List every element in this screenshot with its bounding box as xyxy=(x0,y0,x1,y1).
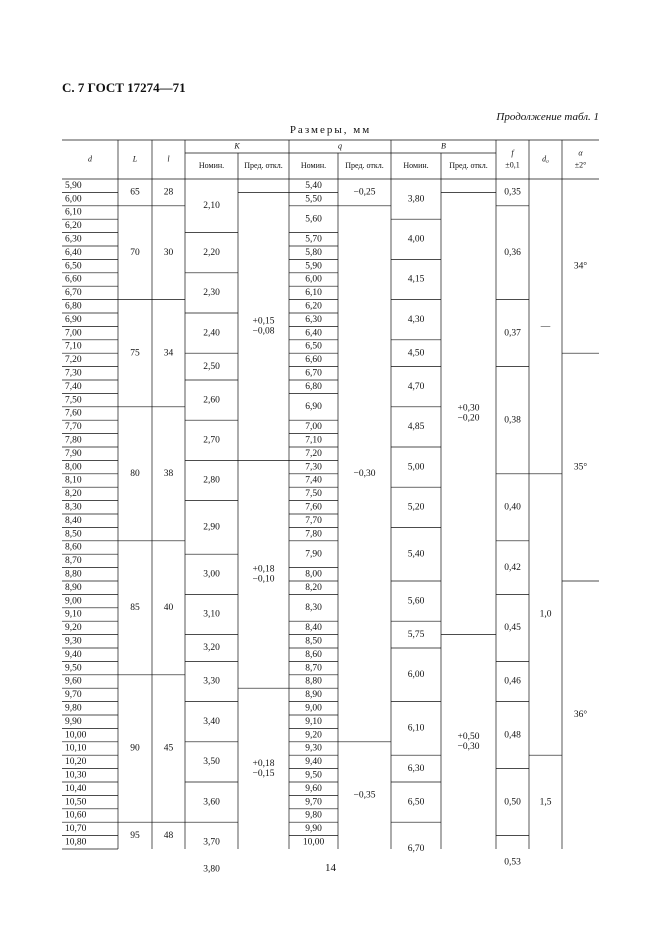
q-nominal: 9,30 xyxy=(305,743,322,754)
K-nominal: 3,60 xyxy=(203,797,220,808)
header-q: q xyxy=(338,141,342,151)
K-tolerance-lower: −0,10 xyxy=(252,574,275,585)
K-nominal: 3,50 xyxy=(203,757,220,768)
d0-value: 1,0 xyxy=(539,609,552,620)
K-nominal: 2,60 xyxy=(203,395,220,406)
page-number: 14 xyxy=(325,862,336,874)
d-value: 8,60 xyxy=(65,542,82,553)
B-nominal: 5,20 xyxy=(407,502,425,513)
d-value: 8,80 xyxy=(65,569,82,580)
K-tolerance-lower: −0,08 xyxy=(252,326,275,337)
q-nominal: 6,60 xyxy=(305,355,322,366)
d-value: 8,70 xyxy=(65,556,82,567)
K-nominal: 3,10 xyxy=(203,609,220,620)
d-value: 10,60 xyxy=(65,810,87,821)
d-value: 7,00 xyxy=(65,328,82,339)
d-value: 7,40 xyxy=(65,381,82,392)
B-tolerance-upper: +0,30 xyxy=(457,403,480,414)
d-value: 10,80 xyxy=(65,837,87,848)
f-value: 0,45 xyxy=(504,623,521,634)
q-nominal: 9,50 xyxy=(305,770,322,781)
header-B: B xyxy=(441,141,446,151)
l-value: 48 xyxy=(163,830,174,841)
K-nominal: 3,70 xyxy=(203,837,220,848)
header-q-nomin: Номин. xyxy=(300,160,327,170)
q-nominal: 7,70 xyxy=(305,515,322,526)
K-nominal: 2,50 xyxy=(203,361,220,372)
K-nominal: 3,20 xyxy=(203,643,220,654)
d-value: 6,70 xyxy=(65,288,82,299)
B-nominal: 4,15 xyxy=(407,274,425,285)
B-nominal: 6,50 xyxy=(407,797,425,808)
q-tolerance: −0,30 xyxy=(353,468,376,479)
K-nominal: 2,40 xyxy=(203,328,220,339)
q-nominal: 8,30 xyxy=(305,602,322,613)
d-value: 7,30 xyxy=(65,368,82,379)
B-nominal: 5,00 xyxy=(407,462,425,473)
d-value: 9,00 xyxy=(65,596,82,607)
B-nominal: 4,70 xyxy=(407,381,425,392)
d-value: 6,90 xyxy=(65,314,82,325)
B-tolerance-upper: +0,50 xyxy=(457,731,480,742)
q-nominal: 7,30 xyxy=(305,462,322,473)
l-value: 30 xyxy=(163,247,174,258)
q-nominal: 8,80 xyxy=(305,676,322,687)
alpha-value: 34° xyxy=(573,261,588,272)
q-nominal: 10,00 xyxy=(302,837,325,848)
d-value: 10,00 xyxy=(65,730,87,741)
K-nominal: 3,30 xyxy=(203,676,220,687)
L-value: 70 xyxy=(130,247,140,258)
q-nominal: 7,20 xyxy=(305,448,322,459)
q-nominal: 6,30 xyxy=(305,314,322,325)
header-L: L xyxy=(132,154,138,164)
d-value: 8,90 xyxy=(65,582,82,593)
d-value: 9,30 xyxy=(65,636,82,647)
d-value: 8,10 xyxy=(65,475,82,486)
d-value: 10,50 xyxy=(65,797,87,808)
d-value: 6,30 xyxy=(65,234,82,245)
B-nominal: 4,50 xyxy=(407,348,425,359)
alpha-value: 36° xyxy=(573,710,588,721)
d-value: 6,50 xyxy=(65,261,82,272)
header-B-nomin: Номин. xyxy=(403,160,429,170)
header-q-tolerance: Пред. откл. xyxy=(345,160,384,170)
l-value: 34 xyxy=(163,348,174,359)
L-value: 75 xyxy=(130,348,140,359)
l-value: 40 xyxy=(163,602,174,613)
B-nominal: 3,80 xyxy=(407,194,425,205)
K-nominal: 2,20 xyxy=(203,247,220,258)
q-nominal: 9,10 xyxy=(305,716,322,727)
q-tolerance: −0,25 xyxy=(353,187,376,198)
L-value: 65 xyxy=(130,187,140,198)
q-nominal: 5,50 xyxy=(305,194,322,205)
q-nominal: 7,90 xyxy=(305,549,322,560)
f-value: 0,36 xyxy=(504,247,521,258)
B-nominal: 4,85 xyxy=(407,422,425,433)
B-nominal: 4,30 xyxy=(407,314,425,325)
K-nominal: 3,80 xyxy=(203,864,220,875)
f-value: 0,42 xyxy=(504,562,521,573)
q-nominal: 8,40 xyxy=(305,623,322,634)
L-value: 95 xyxy=(130,830,140,841)
q-nominal: 7,40 xyxy=(305,475,322,486)
header-d: d xyxy=(88,154,92,164)
B-tolerance-lower: −0,20 xyxy=(457,413,480,424)
q-nominal: 7,80 xyxy=(305,529,322,540)
d-value: 9,40 xyxy=(65,649,82,660)
B-nominal: 6,30 xyxy=(407,763,425,774)
d-value: 6,40 xyxy=(65,247,82,258)
f-value: 0,35 xyxy=(504,187,521,198)
header-alpha: α xyxy=(578,148,583,158)
d-value: 6,80 xyxy=(65,301,82,312)
q-nominal: 9,00 xyxy=(305,703,322,714)
q-nominal: 5,70 xyxy=(305,234,322,245)
d0-value: 1,5 xyxy=(539,797,552,808)
q-nominal: 9,20 xyxy=(305,730,322,741)
q-nominal: 9,70 xyxy=(305,797,322,808)
B-nominal: 5,60 xyxy=(407,596,425,607)
K-nominal: 2,70 xyxy=(203,435,220,446)
d-value: 7,70 xyxy=(65,422,82,433)
alpha-value: 35° xyxy=(573,462,588,473)
d-value: 9,80 xyxy=(65,703,82,714)
header-alpha-tolerance: ±2° xyxy=(574,160,587,170)
q-nominal: 9,40 xyxy=(305,757,322,768)
sizes-caption: Размеры, мм xyxy=(289,124,372,136)
q-nominal: 6,40 xyxy=(305,328,322,339)
K-tolerance-upper: +0,15 xyxy=(252,316,275,327)
l-value: 38 xyxy=(163,468,174,479)
header-d0: d₀ xyxy=(542,154,549,164)
q-nominal: 7,60 xyxy=(305,502,322,513)
d-value: 7,50 xyxy=(65,395,82,406)
K-nominal: 3,40 xyxy=(203,716,220,727)
K-nominal: 2,10 xyxy=(203,200,220,211)
d-value: 8,40 xyxy=(65,515,82,526)
K-nominal: 2,80 xyxy=(203,475,220,486)
K-nominal: 2,90 xyxy=(203,522,220,533)
d-value: 6,60 xyxy=(65,274,82,285)
d-value: 7,90 xyxy=(65,448,82,459)
d-value: 9,90 xyxy=(65,716,82,727)
K-nominal: 2,30 xyxy=(203,288,220,299)
f-value: 0,37 xyxy=(504,328,521,339)
f-value: 0,40 xyxy=(504,502,521,513)
d-value: 9,20 xyxy=(65,623,82,634)
K-nominal: 3,00 xyxy=(203,569,220,580)
d-value: 9,60 xyxy=(65,676,82,687)
page-title: С. 7 ГОСТ 17274—71 xyxy=(62,80,186,95)
q-nominal: 6,50 xyxy=(305,341,322,352)
B-tolerance-lower: −0,30 xyxy=(457,741,480,752)
B-nominal: 4,00 xyxy=(407,234,425,245)
B-nominal: 6,70 xyxy=(407,844,425,855)
f-value: 0,48 xyxy=(504,730,521,741)
d-value: 10,30 xyxy=(65,770,87,781)
B-nominal: 6,00 xyxy=(407,669,425,680)
q-nominal: 9,60 xyxy=(305,783,322,794)
d-value: 9,10 xyxy=(65,609,82,620)
q-tolerance: −0,35 xyxy=(353,790,376,801)
header-K-nomin: Номин. xyxy=(198,160,225,170)
d-value: 6,20 xyxy=(65,221,82,232)
d-value: 5,90 xyxy=(65,180,82,191)
q-nominal: 7,00 xyxy=(305,422,322,433)
q-nominal: 7,10 xyxy=(305,435,322,446)
f-value: 0,46 xyxy=(504,676,521,687)
d-value: 7,10 xyxy=(65,341,82,352)
d0-value: — xyxy=(540,321,551,332)
B-nominal: 5,40 xyxy=(407,549,425,560)
header-f-tolerance: ±0,1 xyxy=(505,160,520,170)
d-value: 7,20 xyxy=(65,355,82,366)
f-value: 0,50 xyxy=(504,797,521,808)
L-value: 80 xyxy=(130,468,140,479)
L-value: 90 xyxy=(130,743,140,754)
header-K-tolerance: Пред. откл. xyxy=(244,160,283,170)
header-f: f xyxy=(511,148,514,158)
q-nominal: 8,90 xyxy=(305,690,322,701)
d-value: 8,50 xyxy=(65,529,82,540)
q-nominal: 6,80 xyxy=(305,381,322,392)
q-nominal: 6,00 xyxy=(305,274,322,285)
d-value: 6,00 xyxy=(65,194,82,205)
B-nominal: 5,75 xyxy=(407,629,425,640)
f-value: 0,38 xyxy=(504,415,521,426)
q-nominal: 6,70 xyxy=(305,368,322,379)
q-nominal: 6,10 xyxy=(305,288,322,299)
q-nominal: 5,40 xyxy=(305,180,322,191)
d-value: 10,70 xyxy=(65,824,87,835)
header-K: K xyxy=(234,141,240,151)
q-nominal: 5,90 xyxy=(305,261,322,272)
K-tolerance-upper: +0,18 xyxy=(252,564,275,575)
d-value: 8,30 xyxy=(65,502,82,513)
d-value: 10,10 xyxy=(65,743,87,754)
d-value: 7,60 xyxy=(65,408,82,419)
q-nominal: 6,20 xyxy=(305,301,322,312)
f-value: 0,53 xyxy=(504,857,521,868)
q-nominal: 8,60 xyxy=(305,649,322,660)
header-B-tolerance: Пред. откл. xyxy=(449,160,488,170)
K-tolerance-lower: −0,15 xyxy=(252,768,275,779)
q-nominal: 9,90 xyxy=(305,824,322,835)
d-value: 8,20 xyxy=(65,489,82,500)
d-value: 6,10 xyxy=(65,207,82,218)
q-nominal: 7,50 xyxy=(305,489,322,500)
q-nominal: 6,90 xyxy=(305,401,322,412)
d-value: 8,00 xyxy=(65,462,82,473)
table-continuation-note: Продолжение табл. 1 xyxy=(496,111,599,123)
B-nominal: 6,10 xyxy=(407,723,425,734)
d-value: 9,70 xyxy=(65,690,82,701)
q-nominal: 5,60 xyxy=(305,214,322,225)
K-tolerance-upper: +0,18 xyxy=(252,758,275,769)
d-value: 10,20 xyxy=(65,757,87,768)
q-nominal: 8,70 xyxy=(305,663,322,674)
q-nominal: 9,80 xyxy=(305,810,322,821)
q-nominal: 8,00 xyxy=(305,569,322,580)
l-value: 45 xyxy=(163,743,174,754)
q-nominal: 5,80 xyxy=(305,247,322,258)
q-nominal: 8,20 xyxy=(305,582,322,593)
L-value: 85 xyxy=(130,602,140,613)
q-nominal: 8,50 xyxy=(305,636,322,647)
d-value: 10,40 xyxy=(65,783,87,794)
l-value: 28 xyxy=(163,187,174,198)
header-l: l xyxy=(167,154,170,164)
d-value: 7,80 xyxy=(65,435,82,446)
d-value: 9,50 xyxy=(65,663,82,674)
